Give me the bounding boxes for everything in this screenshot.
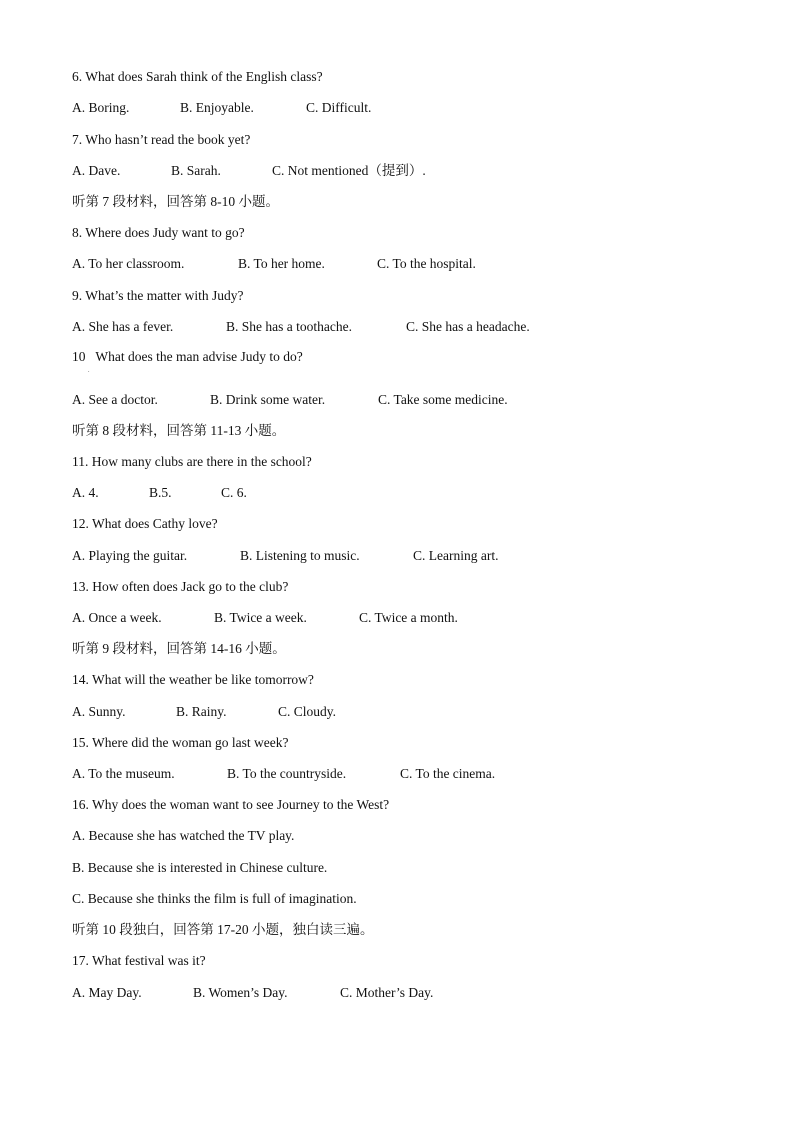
option-10a: A. See a doctor. xyxy=(72,392,158,407)
option-15a: A. To the museum. xyxy=(72,766,175,781)
option-13a: A. Once a week. xyxy=(72,610,162,625)
option-16a: A. Because she has watched the TV play. xyxy=(72,828,295,843)
option-8b: B. To her home. xyxy=(238,256,325,271)
question-9: 9. What’s the matter with Judy? xyxy=(72,288,244,303)
option-6c: C. Difficult. xyxy=(306,100,372,115)
option-14a: A. Sunny. xyxy=(72,704,126,719)
option-9a: A. She has a fever. xyxy=(72,319,174,334)
section-instruction-7: 听第 7 段材料，回答第 8-10 小题。 xyxy=(72,194,279,209)
option-10c: C. Take some medicine. xyxy=(378,392,508,407)
option-10b: B. Drink some water. xyxy=(210,392,326,407)
question-17: 17. What festival was it? xyxy=(72,953,206,968)
question-14: 14. What will the weather be like tomorrow? xyxy=(72,672,314,687)
option-14b: B. Rainy. xyxy=(176,704,227,719)
question-12: 12. What does Cathy love? xyxy=(72,516,218,531)
option-11a: A. 4. xyxy=(72,485,99,500)
option-13c: C. Twice a month. xyxy=(359,610,458,625)
option-12c: C. Learning art. xyxy=(413,548,499,563)
option-13b: B. Twice a week. xyxy=(214,610,307,625)
option-17b: B. Women’s Day. xyxy=(193,985,288,1000)
option-11c: C. 6. xyxy=(221,485,247,500)
section-instruction-9: 听第 9 段材料，回答第 14-16 小题。 xyxy=(72,641,286,656)
option-8c: C. To the hospital. xyxy=(377,256,476,271)
option-14c: C. Cloudy. xyxy=(278,704,337,719)
option-8a: A. To her classroom. xyxy=(72,256,185,271)
option-7c: C. Not mentioned（提到）. xyxy=(272,163,426,178)
question-11: 11. How many clubs are there in the school? xyxy=(72,454,312,469)
option-7b: B. Sarah. xyxy=(171,163,221,178)
option-9b: B. She has a toothache. xyxy=(226,319,352,334)
option-15c: C. To the cinema. xyxy=(400,766,496,781)
option-6b: B. Enjoyable. xyxy=(180,100,254,115)
option-11b: B.5. xyxy=(149,485,172,500)
question-6: 6. What does Sarah think of the English class? xyxy=(72,69,323,84)
option-17c: C. Mother’s Day. xyxy=(340,985,434,1000)
option-9c: C. She has a headache. xyxy=(406,319,530,334)
question-15: 15. Where did the woman go last week? xyxy=(72,735,289,750)
section-instruction-8: 听第 8 段材料，回答第 11-13 小题。 xyxy=(72,423,286,438)
option-16b: B. Because she is interested in Chinese culture. xyxy=(72,860,328,875)
option-16c: C. Because she thinks the film is full of imagination. xyxy=(72,891,357,906)
question-13: 13. How often does Jack go to the club? xyxy=(72,579,289,594)
option-12b: B. Listening to music. xyxy=(240,548,360,563)
option-17a: A. May Day. xyxy=(72,985,142,1000)
option-6a: A. Boring. xyxy=(72,100,130,115)
question-16: 16. Why does the woman want to see Journey to the West? xyxy=(72,797,390,812)
question-8: 8. Where does Judy want to go? xyxy=(72,225,245,240)
option-12a: A. Playing the guitar. xyxy=(72,548,188,563)
question-10: 10 What does the man advise Judy to do? xyxy=(72,349,303,364)
option-7a: A. Dave. xyxy=(72,163,121,178)
section-instruction-10: 听第 10 段独白，回答第 17-20 小题，独白读三遍。 xyxy=(72,922,374,937)
option-15b: B. To the countryside. xyxy=(227,766,347,781)
question-7: 7. Who hasn’t read the book yet? xyxy=(72,132,251,147)
stray-dot: . xyxy=(88,368,90,374)
